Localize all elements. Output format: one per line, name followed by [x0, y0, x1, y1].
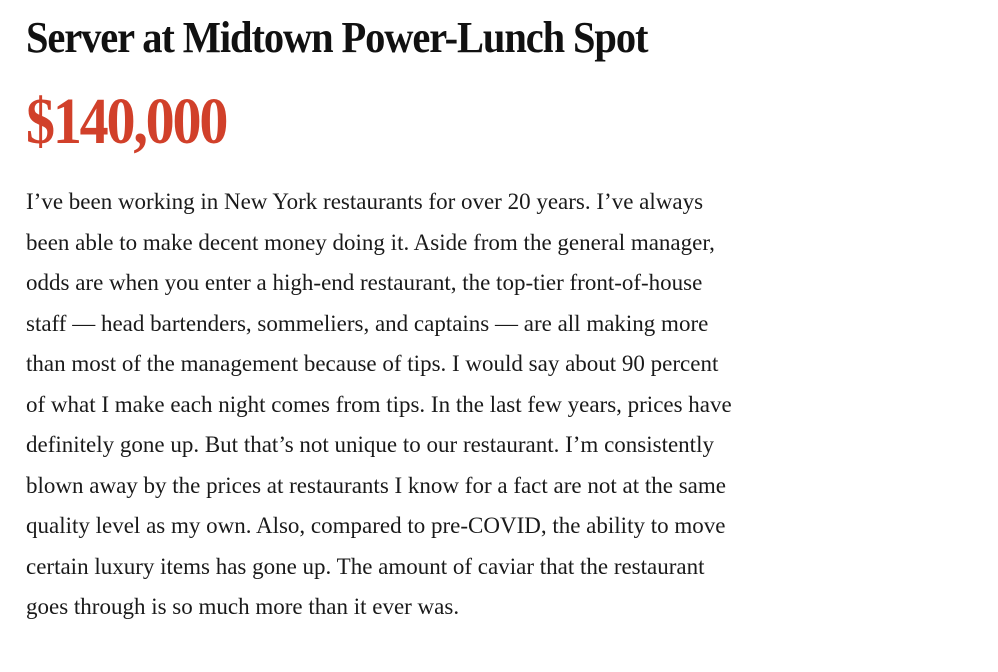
article-paragraph: [26, 182, 976, 628]
paragraph-line: than most of the management because of tips. I would say about 90 percent: [26, 351, 719, 376]
paragraph-line: goes through is so much more than it ever was.: [26, 594, 460, 619]
paragraph-line: definitely gone up. But that’s not unique to our restaurant. I’m consistently: [26, 432, 714, 457]
job-title-headline: Server at Midtown Power-Lunch Spot: [26, 13, 648, 62]
article: [26, 0, 976, 628]
paragraph-line: I’ve been working in New York restaurants for over 20 years. I’ve always: [26, 189, 704, 214]
paragraph-line: odds are when you enter a high-end restaurant, the top-tier front-of-house: [26, 270, 703, 295]
paragraph-line: blown away by the prices at restaurants I know for a fact are not at the same: [26, 472, 726, 498]
salary-amount: $140,000: [26, 85, 227, 158]
paragraph-line: staff — head bartenders, sommeliers, and captains — are all making more: [26, 310, 709, 336]
paragraph-line: certain luxury items has gone up. The amount of caviar that the restaurant: [26, 553, 705, 579]
paragraph-line: of what I make each night comes from tips. In the last few years, prices have: [26, 391, 732, 417]
paragraph-line: been able to make decent money doing it. Aside from the general manager,: [26, 229, 715, 255]
paragraph-line: quality level as my own. Also, compared to pre-COVID, the ability to move: [26, 513, 726, 538]
